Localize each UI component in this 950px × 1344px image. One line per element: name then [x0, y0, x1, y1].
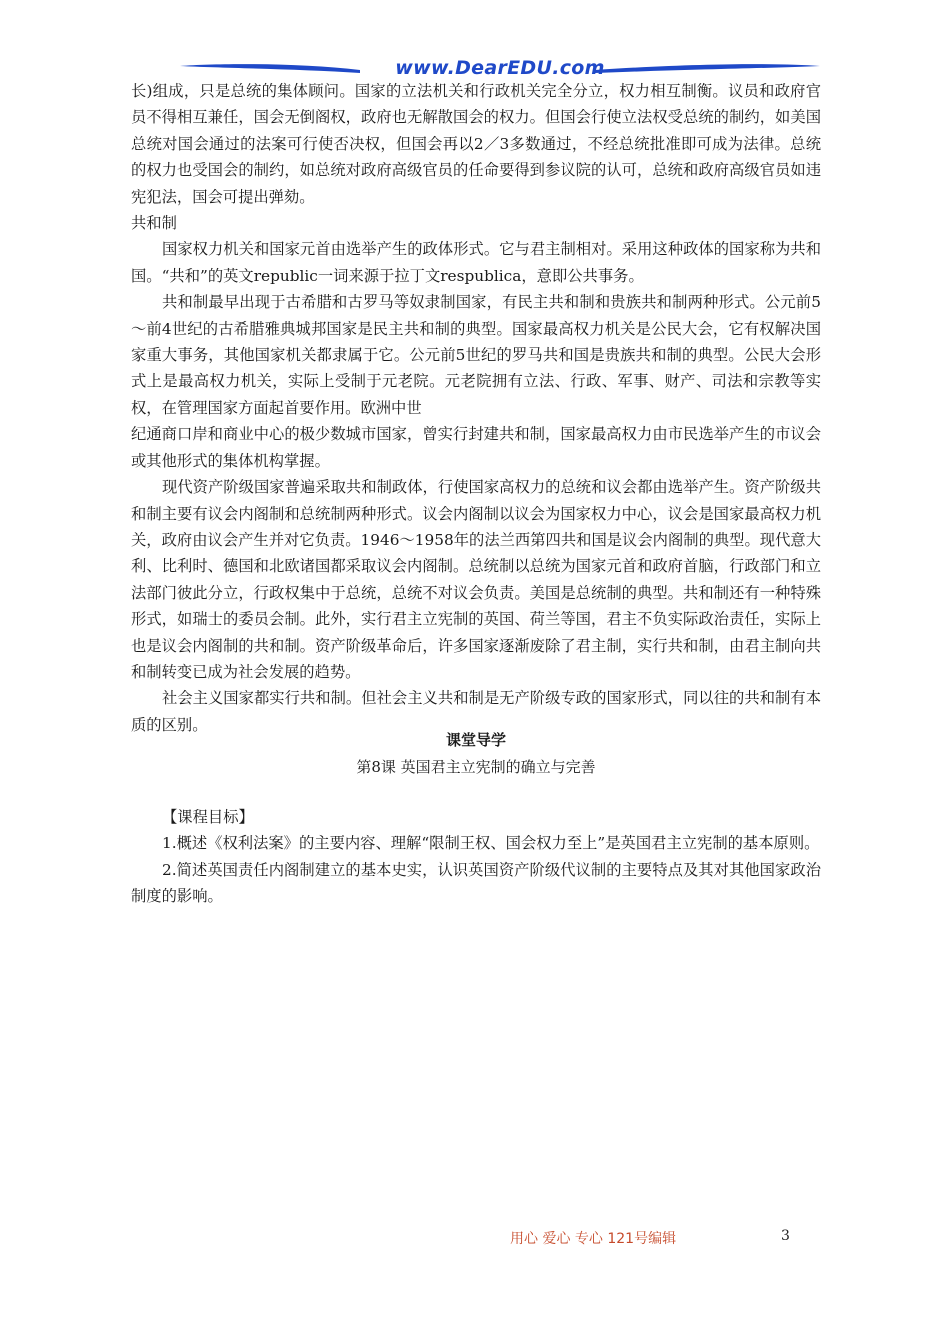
- paragraph-medieval: 纪通商口岸和商业中心的极少数城市国家，曾实行封建共和制，国家最高权力由市民选举产生的市议会或其他形式的集体机构掌握。: [131, 425, 821, 470]
- paragraph-continuation: 长)组成，只是总统的集体顾问。国家的立法机关和行政机关完全分立，权力相互制衡。议员和政府官员不得相互兼任，国会无倒阁权，政府也无解散国会的权力。但国会行使立法权受总统的制约，如美国总统对国会通过的法案可行使否决权，但国会再以2／3多数通过，不经总统批准即可成为法律。总统的权力也受国会的制约，如总统对政府高级官员的任命要得到参议院的认可，总统和政府高级官员如违宪犯法，国会可提出弹劾。: [131, 82, 821, 206]
- goals-heading: 【课程目标】: [162, 808, 254, 826]
- goal-item: 2.简述英国责任内阁制建立的基本史实，认识英国资产阶级代议制的主要特点及其对其他国家政治制度的影响。: [131, 860, 821, 906]
- term-heading: 共和制: [131, 214, 177, 233]
- footer-text: 用心 爱心 专心 121号编辑: [510, 1231, 677, 1247]
- goal-item: 1.概述《权利法案》的主要内容、理解“限制王权、国会权力至上”是英国君主立宪制的基本原则。: [162, 834, 820, 853]
- site-url[interactable]: www.DearEDU.com: [395, 57, 605, 79]
- paragraph-origin: 共和制最早出现于古希腊和古罗马等奴隶制国家，有民主共和制和贵族共和制两种形式。公元前5～前4世纪的古希腊雅典城邦国家是民主共和制的典型。国家最高权力机关是公民大会，它有权解决国家重大事务，其他国家机关都隶属于它。公元前5世纪的罗马共和国是贵族共和制的典型。公民大会形式上是最高权力机关，实际上受制于元老院。元老院拥有立法、行政、军事、财产、司法和宗教等实权，在管理国家方面起首要作用。欧洲中世: [131, 293, 821, 417]
- paragraph-modern: 现代资产阶级国家普遍采取共和制政体，行使国家高权力的总统和议会都由选举产生。资产阶级共和制主要有议会内阁制和总统制两种形式。议会内阁制以议会为国家权力中心，议会是国家最高权力机关，政府由议会产生并对它负责。1946～1958年的法兰西第四共和国是议会内阁制的典型。现代意大利、比利时、德国和北欧诸国都采取议会内阁制。总统制以总统为国家元首和政府首脑，行政部门和立法部门彼此分立，行政权集中于总统，总统不对议会负责。美国是总统制的典型。共和制还有一种特殊形式，如瑞士的委员会制。此外，实行君主立宪制的英国、荷兰等国，君主不负实际政治责任，实际上也是议会内阁制的共和制。资产阶级革命后，许多国家逐渐废除了君主制，实行共和制，由君主制向共和制转变已成为社会发展的趋势。: [131, 478, 821, 681]
- paragraph-definition: 国家权力机关和国家元首由选举产生的政体形式。它与君主制相对。采用这种政体的国家称为共和国。“共和”的英文republic一词来源于拉丁文respublica，意即公共事务。: [131, 240, 821, 285]
- course-goals: [131, 804, 821, 910]
- lesson-title: 第8课 英国君主立宪制的确立与完善: [356, 758, 596, 776]
- section-title: 课堂导学: [445, 731, 506, 749]
- page-number: 3: [781, 1228, 790, 1244]
- document-body: [131, 78, 821, 738]
- paragraph-socialist: 社会主义国家都实行共和制。但社会主义共和制是无产阶级专政的国家形式，同以往的共和制有本质的区别。: [131, 689, 821, 734]
